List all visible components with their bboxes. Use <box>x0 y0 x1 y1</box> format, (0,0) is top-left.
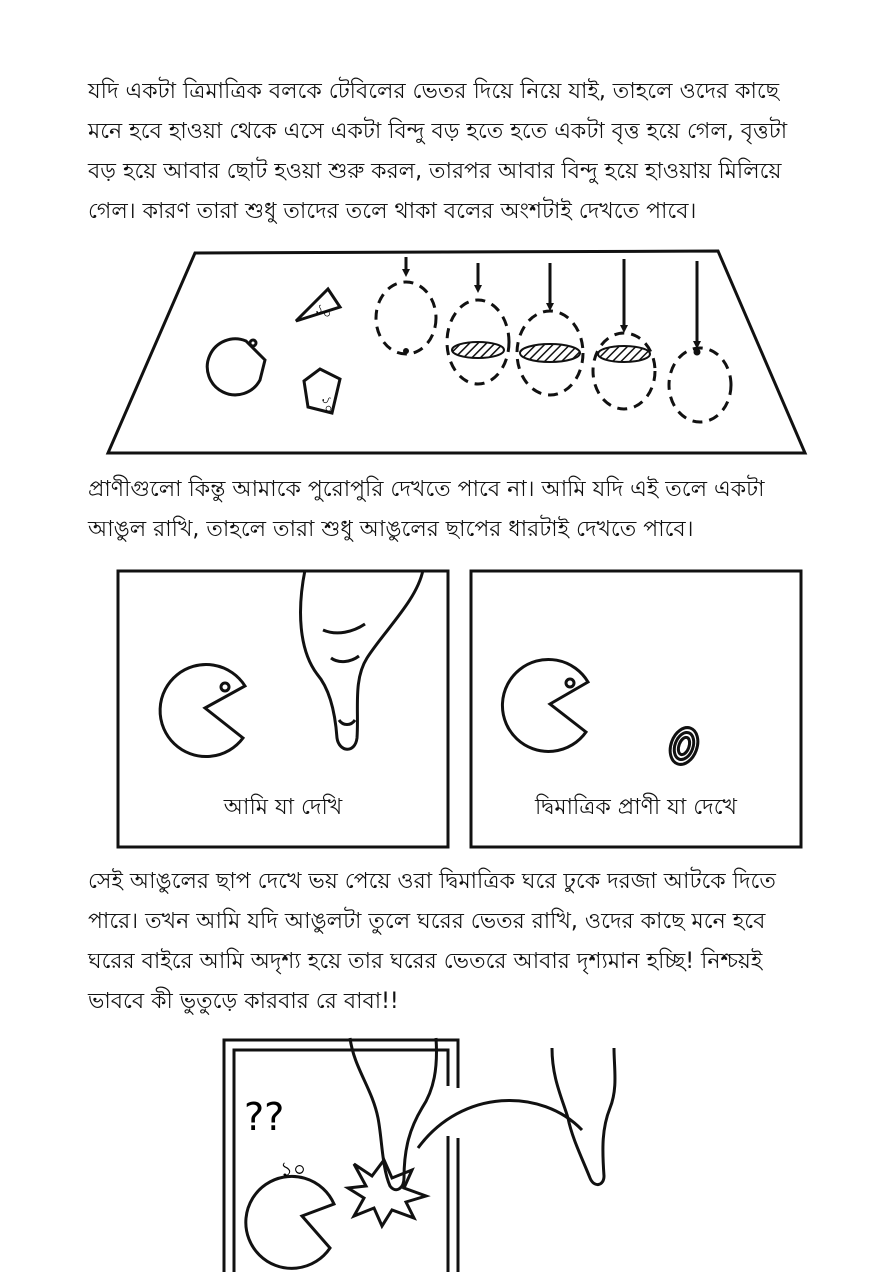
pacman-creature-icon <box>160 665 245 757</box>
triangle-label: ১০ <box>312 301 335 323</box>
pacman-creature-icon <box>246 1176 334 1268</box>
paragraph-ball-through-table: যদি একটা ত্রিমাত্রিক বলকে টেবিলের ভেতর দিয়ে নিয়ে যাই, তাহলে ওদের কাছে মনে হবে হাওয়া থেকে এসে একটা বিন্দু বড় হতে হতে একটা বৃত্ত হয়ে গেল, বৃত্তটা বড় হয়ে আবার ছোট হওয়া শুরু করল, তারপর আবার বিন্দু হয়ে হাওয়ায় মিলিয়ে গেল। কারণ তারা শুধু তাদের তলে থাকা বলের অংশটাই দেখতে পাবে। <box>88 79 788 224</box>
pacman-creature-icon <box>207 339 265 395</box>
sphere-stage-4 <box>593 259 655 409</box>
sphere-stage-1 <box>376 257 436 354</box>
figure-sphere-through-plane <box>100 245 820 465</box>
figure-finger-enters-room <box>222 1038 652 1272</box>
caption-what-i-see: আমি যা দেখি <box>223 795 343 820</box>
sphere-stage-2 <box>447 263 509 384</box>
fingerprint-icon <box>665 724 702 769</box>
splash-icon <box>348 1160 426 1226</box>
caption-what-2d-creature-sees: দ্বিমাত্রিক প্রাণী যা দেখে <box>534 795 737 820</box>
pacman-creature-icon <box>502 659 588 751</box>
pointing-finger-icon <box>552 1048 615 1185</box>
sphere-stage-5 <box>669 261 731 422</box>
paragraph-entering-room: সেই আঙুলের ছাপ দেখে ভয় পেয়ে ওরা দ্বিমাত্রিক ঘরে ঢুকে দরজা আটকে দিতে পারে। তখন আমি যদি আঙুলটা তুলে ঘরের ভেতর রাখি, ওদের কাছে মনে হবে ঘরের বাইরে আমি অদৃশ্য হয়ে তার ঘরের ভেতরে আবার দৃশ্যমান হচ্ছি! নিশ্চয়ই ভাববে কী ভুতুড়ে কারবার রে বাবা!! <box>88 869 776 1014</box>
sphere-stage-3 <box>517 263 583 395</box>
pentagon-label: ১০ <box>318 395 336 415</box>
pointing-finger-icon <box>301 570 423 749</box>
question-marks: ?? <box>244 1095 285 1139</box>
pointing-finger-icon <box>350 1038 436 1190</box>
creature-label: ১০ <box>280 1157 306 1181</box>
paragraph-finger-on-plane: প্রাণীগুলো কিন্তু আমাকে পুরোপুরি দেখতে পাবে না। আমি যদি এই তলে একটা আঙুল রাখি, তাহলে তারা শুধু আঙুলের ছাপের ধারটাই দেখতে পাবে। <box>88 477 765 542</box>
